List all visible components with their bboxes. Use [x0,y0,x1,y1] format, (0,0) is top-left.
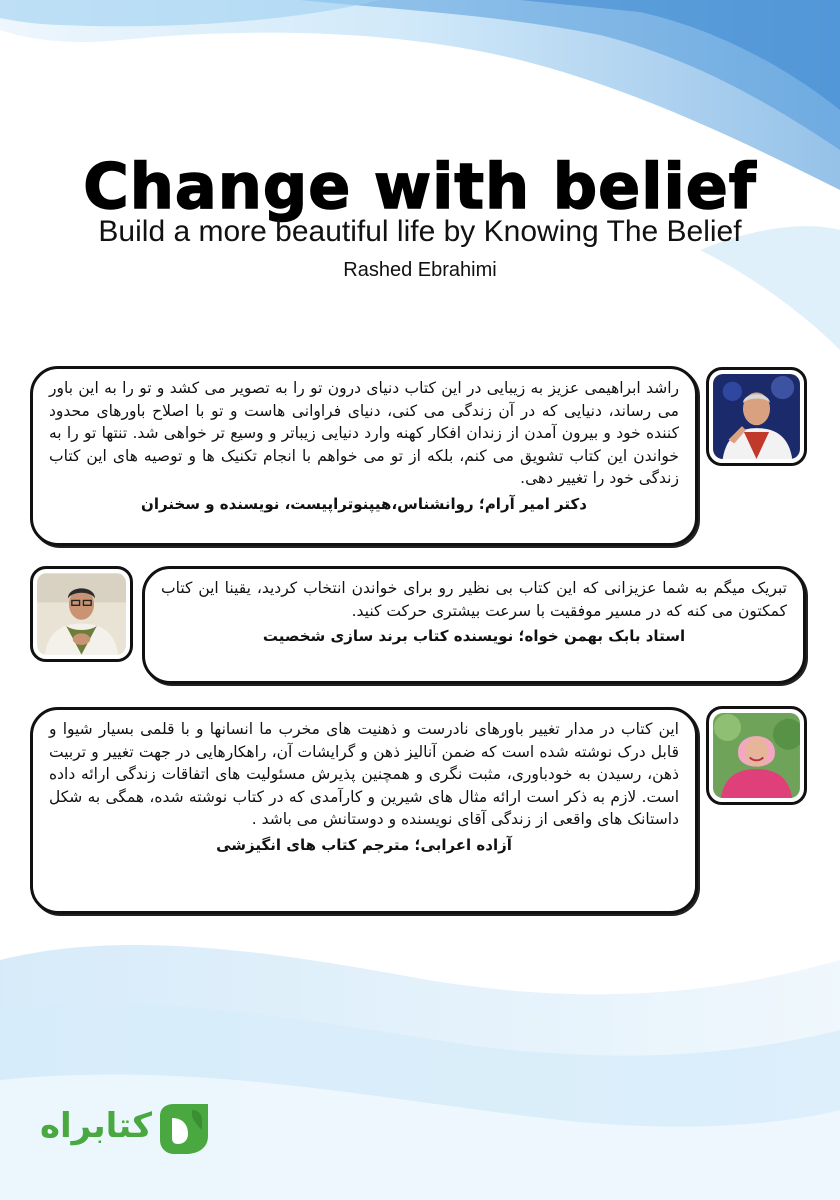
avatar-amir-aram [706,367,807,466]
ketabrah-logo [40,1096,215,1160]
testimonial-signature: آزاده اعرابی؛ مترجم کتاب های انگیزشی [216,835,512,854]
person-photo-icon [37,573,126,655]
person-photo-icon [713,374,800,459]
testimonial-signature: استاد بابک بهمن خواه؛ نویسنده کتاب برند سازی شخصیت [262,627,686,645]
avatar-babak-bahmankhah [30,566,133,662]
logo-wordmark: کتابراه [39,1106,152,1146]
testimonial-signature: دکتر امیر آرام؛ روانشناس،هیپنوتراپیست، نویسنده و سخنران [141,494,587,513]
testimonial-quote: این کتاب در مدار تغییر باورهای نادرست و ذهنیت های مخرب ما انسانها و با قلمی بسیار شیوا و قابل درک نوشته شده است که ضمن آنالیز ذهن و گرایشات آن، راهکارهایی در جهت تغییر و تربیت ذهن، رسیدن به خودباوری، مثبت نگری و همچنین پذیرش مسئولیت های اتفاقات زندگی ارائه داده است. لازم به ذکر است ارائه مثال های شیرین و کارآمدی که در کتاب نوشته شده، همگی به شکل داستانک های واقعی از زندگی آقای نویسنده و دوستانش می باشد . [49,720,679,828]
author-name: Rashed Ebrahimi [343,259,497,281]
ketabrah-leaf-icon [152,1096,216,1160]
testimonial-quote: راشد ابراهیمی عزیز به زیبایی در این کتاب دنیای درون تو را به تصویر می کشد و تو را به این باور می رساند، دنیایی که در آن زندگی می کنی، دنیای فراوانی هاست و تو با اصلاح باورهای محدود کننده خود و بیرون آمدن از زندان افکار کهنه وارد دنیایی زیباتر و وسیع تر خواهی شد. تنتها تو را به خواندن این کتاب تشویق می کنم، بلکه از تو می خواهم با انجام تکنیک ها و توصیه های این کتاب زندگی خود را تغییر دهی. [49,379,679,487]
testimonial-bubble-1 [30,366,698,546]
testimonial-bubble-2 [142,566,806,684]
testimonial-quote: تبریک میگم به شما عزیزانی که این کتاب بی نظیر رو برای خواندن انتخاب کردید، یقینا این کتاب کمکتون می کنه که در مسیر موفقیت با سرعت بیشتری حرکت کنید. [161,579,787,620]
avatar-azadeh-arabi [706,706,807,805]
testimonial-bubble-3 [30,707,698,914]
person-photo-icon [713,713,800,798]
book-subtitle: Build a more beautiful life by Knowing The Belief [98,215,742,248]
book-title: Change with belief [83,150,757,223]
